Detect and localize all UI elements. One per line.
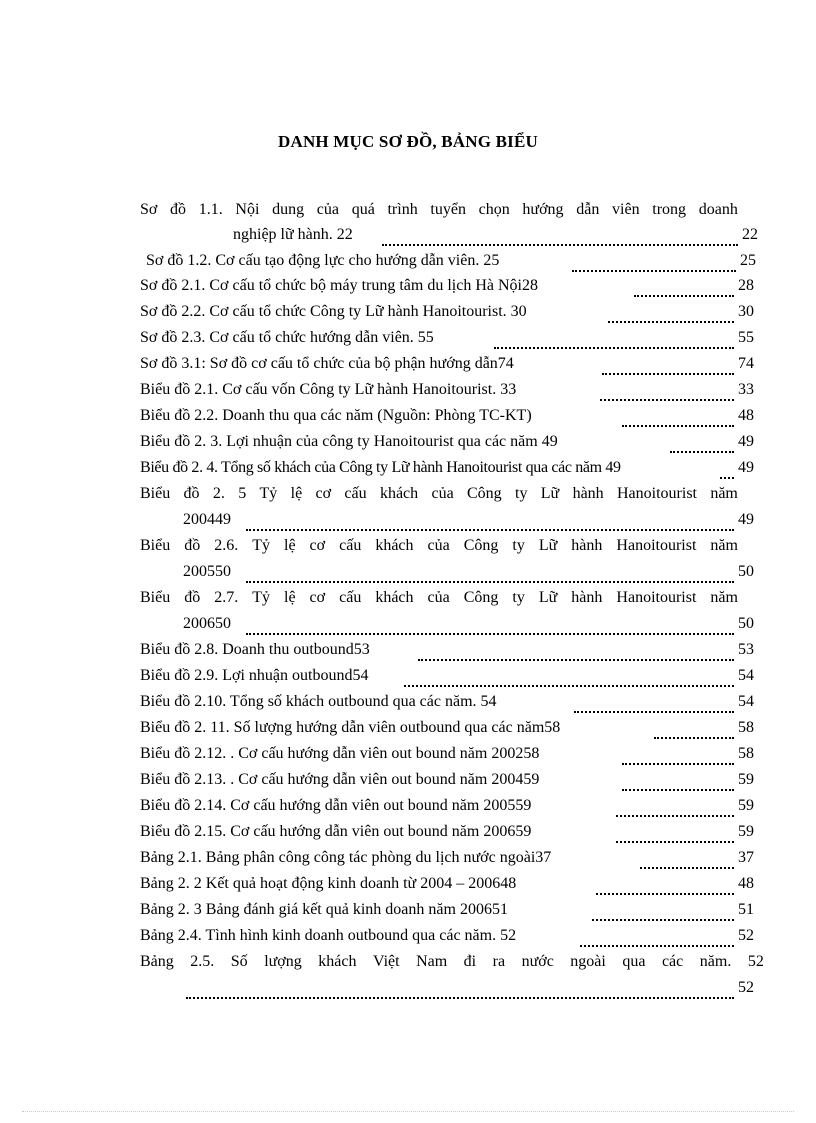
toc-entry-26[interactable] [0, 977, 816, 999]
toc-page-number: 52 [738, 927, 754, 944]
toc-entry-word: nước [521, 953, 554, 970]
toc-entry-word: năm [710, 537, 738, 554]
toc-entry-16[interactable] [0, 691, 816, 713]
toc-entry-text: Biểu đồ 2. 3. Lợi nhuận của công ty Hanoitourist qua các năm 49 [140, 433, 558, 450]
toc-entry-word: Biểu [140, 485, 171, 502]
toc-page-number: 53 [738, 641, 754, 658]
leader-dots [634, 275, 734, 297]
toc-entry-1[interactable] [0, 224, 816, 246]
toc-entry-word: đồ [184, 537, 201, 554]
toc-entry-word: 2.6. [214, 537, 239, 554]
toc-entry-12-line-1 [140, 535, 738, 557]
toc-entry-18[interactable] [0, 743, 816, 765]
toc-entry-15[interactable] [0, 665, 816, 687]
leader-dots [186, 977, 734, 999]
toc-entry-text: Biểu đồ 2.15. Cơ cấu hướng dẫn viên out bound năm 200659 [140, 823, 532, 840]
toc-entry-word: của [427, 589, 450, 606]
toc-entry-word: doanh [698, 201, 738, 218]
toc-entry-21[interactable] [0, 821, 816, 843]
toc-entry-11-line-1 [140, 483, 738, 505]
toc-entry-word: Công [463, 537, 499, 554]
leader-dots [616, 795, 734, 817]
toc-entry-word: 2. [212, 485, 225, 502]
toc-entry-word: năm [710, 485, 738, 502]
toc-page-number: 52 [738, 979, 754, 996]
toc-entry-word: ngoài [570, 953, 606, 970]
toc-entry-text: Biểu đồ 2.12. . Cơ cấu hướng dẫn viên out bound năm 200258 [140, 745, 540, 762]
toc-entry-word: khách [379, 485, 419, 502]
toc-entry-word: năm. [699, 953, 732, 970]
toc-entry-text: 200550 [183, 563, 231, 580]
toc-page-number: 33 [738, 381, 754, 398]
toc-page-number: 49 [738, 459, 754, 476]
toc-page-number: 28 [738, 277, 754, 294]
page-title: DANH MỤC SƠ ĐỒ, BẢNG BIỂU [277, 132, 539, 151]
toc-entry-word: của [427, 537, 450, 554]
toc-entry-word: hướng [522, 201, 564, 218]
toc-entry-word: trình [387, 201, 418, 218]
toc-entry-word: dung [272, 201, 305, 218]
toc-entry-9[interactable] [0, 431, 816, 453]
leader-dots [246, 613, 734, 635]
toc-entry-word: Việt [372, 953, 400, 970]
toc-entry-word: Biểu [140, 589, 171, 606]
leader-dots [602, 353, 734, 375]
leader-dots [246, 561, 734, 583]
toc-entry-text: Bảng 2. 3 Bảng đánh giá kết quả kinh doanh năm 200651 [140, 901, 508, 918]
leader-dots [670, 431, 734, 453]
leader-dots [418, 639, 734, 661]
toc-entry-word: viên [612, 201, 640, 218]
toc-entry-8[interactable] [0, 405, 816, 427]
toc-entry-word: khách [318, 953, 357, 970]
leader-dots [596, 873, 734, 895]
toc-entry-word: hành [571, 537, 603, 554]
toc-entry-word: lệ [284, 537, 296, 554]
leader-dots [382, 224, 738, 246]
toc-entry-word: của [316, 201, 339, 218]
toc-entry-word: khách [375, 537, 414, 554]
leader-dots [654, 717, 734, 739]
toc-entry-word: 2.5. [190, 953, 215, 970]
toc-page-number: 22 [742, 226, 758, 243]
toc-entry-text: Bảng 2.4. Tình hình kinh doanh outbound qua các năm. 52 [140, 927, 517, 944]
toc-page-number: 50 [738, 615, 754, 632]
toc-entry-7[interactable] [0, 379, 816, 401]
toc-entry-word: 5 [238, 485, 247, 502]
toc-entry-text: Sơ đồ 3.1: Sơ đồ cơ cấu tổ chức của bộ phận hướng dẫn74 [140, 355, 514, 372]
toc-entry-word: Nam [416, 953, 448, 970]
toc-entry-word: các [661, 953, 684, 970]
toc-entry-word: Số [230, 953, 248, 970]
toc-entry-word: năm [710, 589, 738, 606]
toc-entry-word: đồ [184, 589, 201, 606]
toc-entry-text: Bảng 2. 2 Kết quả hoạt động kinh doanh từ 2004 – 200648 [140, 875, 517, 892]
toc-entry-word: cơ [315, 485, 332, 502]
toc-entry-text: Biểu đồ 2. 4. Tổng số khách của Công ty Lữ hành Hanoitourist qua các năm 49 [140, 459, 621, 476]
toc-page-number: 59 [738, 823, 754, 840]
toc-entry-25[interactable] [0, 925, 816, 947]
toc-entry-word: Công [463, 589, 499, 606]
toc-entry-word: cấu [344, 485, 367, 502]
toc-entry-text: Sơ đồ 2.3. Cơ cấu tổ chức hướng dẫn viên. 55 [140, 329, 434, 346]
toc-entry-5[interactable] [0, 327, 816, 349]
toc-entry-word: đồ [183, 485, 200, 502]
toc-entry-text: Sơ đồ 2.2. Cơ cấu tổ chức Công ty Lữ hành Hanoitourist. 30 [140, 303, 527, 320]
toc-entry-word: Sơ [140, 201, 158, 218]
toc-entry-1-line-1 [140, 199, 738, 221]
toc-entry-word: Tỷ [252, 537, 270, 554]
leader-dots [404, 665, 734, 687]
toc-entry-word: cấu [339, 589, 362, 606]
toc-entry-24[interactable] [0, 899, 816, 921]
toc-entry-17[interactable] [0, 717, 816, 739]
toc-entry-text: Biểu đồ 2.8. Doanh thu outbound53 [140, 641, 370, 658]
leader-dots [616, 821, 734, 843]
toc-entry-word: ra [492, 953, 506, 970]
toc-entry-10[interactable] [0, 457, 816, 479]
toc-page-number: 74 [738, 355, 754, 372]
toc-entry-6[interactable] [0, 353, 816, 375]
toc-entry-text: Biểu đồ 2.9. Lợi nhuận outbound54 [140, 667, 369, 684]
toc-entry-word: chọn [478, 201, 510, 218]
toc-entry-11[interactable] [0, 509, 816, 531]
toc-entry-text: Biểu đồ 2. 11. Số lượng hướng dẫn viên outbound qua các năm58 [140, 719, 561, 736]
toc-entry-text: Biểu đồ 2.10. Tổng số khách outbound qua các năm. 54 [140, 693, 497, 710]
leader-dots [622, 769, 734, 791]
leader-dots [622, 405, 734, 427]
toc-page-number: 59 [738, 771, 754, 788]
toc-entry-word: hành [571, 589, 603, 606]
leader-dots [246, 509, 734, 531]
toc-entry-word: Lữ [538, 537, 558, 554]
toc-entry-word: của [431, 485, 454, 502]
toc-page-number: 55 [738, 329, 754, 346]
toc-entry-text: Sơ đồ 1.2. Cơ cấu tạo động lực cho hướng dẫn viên. 25 [146, 252, 500, 269]
toc-entry-13-line-1 [140, 587, 738, 609]
toc-entry-word: lượng [264, 953, 302, 970]
toc-entry-20[interactable] [0, 795, 816, 817]
toc-entry-3[interactable] [0, 275, 816, 297]
toc-page-number: 59 [738, 797, 754, 814]
leader-dots [622, 743, 734, 765]
toc-entry-word: Tỷ [259, 485, 278, 502]
toc-entry-word: dẫn [576, 201, 600, 218]
toc-entry-word: Nội [235, 201, 260, 218]
toc-page-number: 48 [738, 875, 754, 892]
toc-page-number: 49 [738, 511, 754, 528]
toc-entry-word: 1.1. [198, 201, 223, 218]
toc-entry-2[interactable] [0, 250, 816, 272]
toc-entry-text: Bảng 2.1. Bảng phân công công tác phòng du lịch nước ngoài37 [140, 849, 552, 866]
toc-entry-word: Lữ [540, 485, 560, 502]
toc-entry-text: Sơ đồ 2.1. Cơ cấu tổ chức bộ máy trung tâm du lịch Hà Nội28 [140, 277, 538, 294]
toc-entry-word: đồ [170, 201, 187, 218]
toc-entry-word: Hanoitourist [617, 485, 697, 502]
toc-page-number: 37 [738, 849, 754, 866]
toc-entry-word: Hanoitourist [616, 537, 697, 554]
toc-entry-13[interactable] [0, 613, 816, 635]
toc-page-number: 30 [738, 303, 754, 320]
toc-entry-word: tuyển [430, 201, 466, 218]
toc-entry-22[interactable] [0, 847, 816, 869]
toc-entry-12[interactable] [0, 561, 816, 583]
toc-page-number: 25 [740, 252, 756, 269]
toc-entry-word: ty [512, 589, 525, 606]
toc-page-number: 58 [738, 745, 754, 762]
toc-entry-word: hành [572, 485, 604, 502]
toc-entry-text: nghiệp lữ hành. 22 [233, 226, 353, 243]
toc-entry-word: trong [652, 201, 687, 218]
toc-entry-text: Biểu đồ 2.14. Cơ cấu hướng dẫn viên out bound năm 200559 [140, 797, 532, 814]
toc-entry-word: lệ [284, 589, 296, 606]
leader-dots [580, 925, 734, 947]
toc-page-number: 58 [738, 719, 754, 736]
leader-dots [574, 691, 734, 713]
toc-entry-text: Biểu đồ 2.13. . Cơ cấu hướng dẫn viên out bound năm 200459 [140, 771, 540, 788]
toc-entry-word: quá [351, 201, 375, 218]
toc-entry-word: Công [467, 485, 502, 502]
page-bottom-divider [22, 1111, 794, 1112]
toc-entry-text: 200650 [183, 615, 231, 632]
toc-page-number: 50 [738, 563, 754, 580]
leader-dots [608, 301, 734, 323]
toc-entry-word: khách [375, 589, 414, 606]
toc-entry-word: Tỷ [252, 589, 270, 606]
leader-dots [640, 847, 734, 869]
toc-entry-text: Biểu đồ 2.1. Cơ cấu vốn Công ty Lữ hành Hanoitourist. 33 [140, 381, 517, 398]
toc-entry-text: Biểu đồ 2.2. Doanh thu qua các năm (Nguồn: Phòng TC-KT) [140, 407, 532, 424]
toc-page-number: 48 [738, 407, 754, 424]
toc-entry-word: đi [463, 953, 477, 970]
leader-dots [572, 250, 736, 272]
toc-entry-word: Lữ [538, 589, 558, 606]
toc-entry-word: qua [622, 953, 646, 970]
toc-page-number: 49 [738, 433, 754, 450]
toc-entry-word: cấu [339, 537, 362, 554]
toc-entry-word: ty [512, 537, 525, 554]
toc-entry-word: lệ [290, 485, 303, 502]
leader-dots [600, 379, 734, 401]
toc-entry-text: 200449 [183, 511, 231, 528]
toc-entry-4[interactable] [0, 301, 816, 323]
toc-page-number: 51 [738, 901, 754, 918]
leader-dots [720, 457, 734, 479]
toc-entry-word: cơ [309, 589, 326, 606]
toc-entry-23[interactable] [0, 873, 816, 895]
leader-dots [592, 899, 734, 921]
toc-entry-word: ty [515, 485, 528, 502]
toc-entry-26-line-1 [140, 951, 764, 973]
toc-entry-word: Bảng [140, 953, 174, 970]
toc-entry-word: cơ [309, 537, 326, 554]
toc-page-number: 54 [738, 667, 754, 684]
toc-page-number: 54 [738, 693, 754, 710]
toc-entry-word: 2.7. [214, 589, 239, 606]
toc-entry-word: Biểu [140, 537, 171, 554]
toc-entry-19[interactable] [0, 769, 816, 791]
leader-dots [494, 327, 734, 349]
toc-entry-14[interactable] [0, 639, 816, 661]
toc-entry-word: 52 [747, 953, 764, 970]
toc-entry-word: Hanoitourist [616, 589, 697, 606]
